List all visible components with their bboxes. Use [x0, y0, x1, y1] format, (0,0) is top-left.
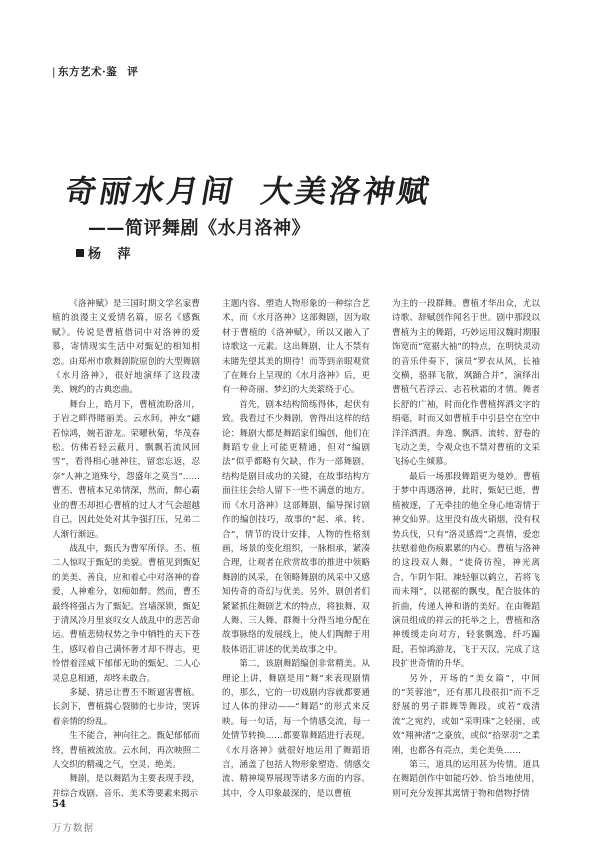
paragraph: 另外，开场的“美女篇”，中间的“芙蓉池”，还有那几段很扣”而不乏舒展的男子群舞等舞段，或若“戏清流”之宛约，或如“采明珠”之轻丽，或效“翔神渚”之豪放，或似“拾翠羽”之柔刚，也都各有亮点，美仑美奂……: [392, 673, 540, 756]
watermark: 万方数据: [52, 823, 95, 834]
paragraph: 为主的一段群舞。曹植才华出众，尤以诗歌、辞赋创作闻名于世。剧中那段以曹植为主的舞蹈，巧妙运用汉魏时期服饰宽而“宽裾大袖”的特点，在明快灵动的音乐伴奏下，演员“罗衣从风，长袖交横，骆驿飞散，飒踊合并”，演绎出曹植气若浮云、志若秋霜的才情。舞者长舒的广袖，时而化作曹植挥洒文字的绢毫，时而又如曹植手中引县空在空中洋洋洒洒。奔逸、飘洒、流转、舒卷的飞动之美，令观众也不禁对曹植的文采飞扬心生倾慕。: [392, 299, 540, 468]
text-column-1: [52, 297, 200, 799]
article-title: [62, 166, 436, 211]
title-part-1: 奇丽水月间: [62, 174, 239, 210]
page-number: 54: [52, 799, 66, 810]
paragraph: 第二，该剧舞蹈编创非常精美。从理论上讲，舞剧是用“舞”来表现剧情的，那么，它的一切戏剧内容就都要通过人体的律动——“舞蹈”的形式来反映。每一句话，每一个情感交流，每一处情节转换……都要靠舞蹈进行表现。《水月洛神》就很好地运用了舞蹈语言，涵盖了包括人物形象塑造、情感交流、精神境界展现等诸多方面的内容。其中，令人印象最深的，是以曹植: [222, 659, 370, 799]
paragraph: 生不能合，神向往之。甄妃郁郁而终，曹植被流放。云水间，再次映照二人交织的精魂之气，空灵、绝美。: [52, 731, 200, 770]
header-divider: |: [52, 66, 57, 78]
title-part-2: 大美洛神赋: [258, 174, 435, 210]
paragraph: 第三，道具的运用甚为传情。道具在舞蹈创作中如能巧妙、恰当地使用，则可充分发挥其寓情于物和借物抒情: [392, 760, 540, 799]
article-subtitle: ——简评舞剧《水月洛神》: [88, 218, 310, 239]
journal-section: 评: [127, 66, 139, 78]
journal-header: [52, 64, 138, 79]
paragraph: 多疑、猜忌让曹丕不断逼害曹植。长剑下，曹植揣心裂肺的七步诗，哭诉着亲情的纷乱。: [52, 687, 200, 727]
author-byline: [76, 243, 137, 262]
journal-name: 东方艺术·鉴: [58, 66, 118, 78]
paragraph: 舞台上，皓月下，曹植流盼洛川，于岩之畔得睹丽美。云水间，神女“翩若惊鸿，婉若游龙。荣曜秋菊，华茂春松。仿佛若轻云蔽月，飘飘若流风回雪”，看得相心驰神往，留恋忘返，忍奈“人神之道殊兮，怨盛年之莫当”……曹丕、曹植本兄弟情深，然而，醉心霸业的曹丕却担心曹植的过人才气会超越自己，因此处处对其争强打压，兄弟二人渐行渐远。: [52, 399, 200, 540]
paragraph: 主题内容、塑造人物形象的一种综合艺术，而《水月洛神》这部舞剧，因为取材于曹植的《洛神赋》，所以又融入了诗歌这一元素。这出舞剧，让人不禁有未睹先望其美的期待！而等到亲眼观赏了在舞台上呈现的《水月洛神》后，更有一种奇丽、梦幻的大美萦绕于心。: [222, 299, 370, 396]
paragraph: 《洛神赋》是三国时期文学名家曹植的浪漫主义爱情名篇，原名《感甄赋》。传说是曹植借词中对洛神的爱慕，寄情现实生活中对甄妃的相知相恋。由郑州市歌舞剧院原创的大型舞剧《水月洛神》，很好地演绎了这段凄美、婉约的古典恋曲。: [52, 299, 200, 396]
author-name: 杨 萍: [88, 247, 137, 262]
paragraph: 最后一场那段舞蹈更为曼妙。曹植于梦中再遇洛神，此时，甄妃已逝，曹植被逐，了无牵挂的他全身心地寄情于神交仙界。这里没有战火硝烟，没有权势兵伐，只有“洛灵感焉”之真情，爱恋扶慰着他伤痕累累的内心。曹植与洛神的这段双人舞，“徙倚彷徨，神光离合，乍阴乍阳。竦轻躯以鹤立，若将飞而未翔”，以裙裾的飘曳，配合肢体的折曲，传递人神和谐的美好。在由舞蹈演员组成的祥云的托举之上，曹植和洛神缓缓走向对方，轻裳飘逸，纤巧蹁跹，若惊鸿游龙，飞于天汉，完成了这段扩世奇情的升华。: [392, 471, 540, 670]
square-bullet-icon: [76, 249, 84, 257]
text-column-3: [392, 297, 540, 799]
paragraph: 舞剧，是以舞蹈为主要表现手段，并综合戏剧、音乐、美术等要素来揭示: [52, 774, 200, 799]
paragraph: 战乱中，甄氏为曹军所俘。丕、植二人惊叹于甄妃的美貌。曹植见到甄妃的美美、善良，应和着心中对洛神的眷爱，人神难分，如痴如醉。然而，曹丕最终将强占为了甄妃。宫墙深锁，甄妃于清风冷月里哀叹女人战乱中的悲苦命运。曹植悲恸权势之争中牺牲的天下苍生，感叹着自己满怀奢才却不得志，更怜惜着淫威下郁郁无助的甄妃。二人心灵息息相通，却终未敢合。: [52, 543, 200, 684]
text-column-2: [222, 297, 370, 799]
paragraph: 首先，剧本结构简练得体，起伏有致。我看过不少舞剧，曾得出这样的结论：舞剧大都是舞蹈家们编创，他们在舞蹈专业上可能更精通，但对“编剧法”似乎都略有欠缺，作为一部舞剧，结构是剧目成功的关键，在故事结构方面往往会给人留下一些不满意的地方。而《水月洛神》这部舞剧，编导探讨剧作的编创技巧，故事的“起、承、转、合”，情节的设计安排，人物的性格刻画，场景的变化组织，一脉相承，紧凑合理，让观者在欣赏故事的推进中领略舞剧的风采，在领略舞剧的风采中又感知传奇的奇幻与优美。另外，剧创者们紧紧抓住舞剧艺术的特点，将独舞、双人舞、三人舞、群舞十分得当地分配在故事脉络的发展线上，使人们陶醉于用肢体语汇讲述的优美故事之中。: [222, 399, 370, 655]
